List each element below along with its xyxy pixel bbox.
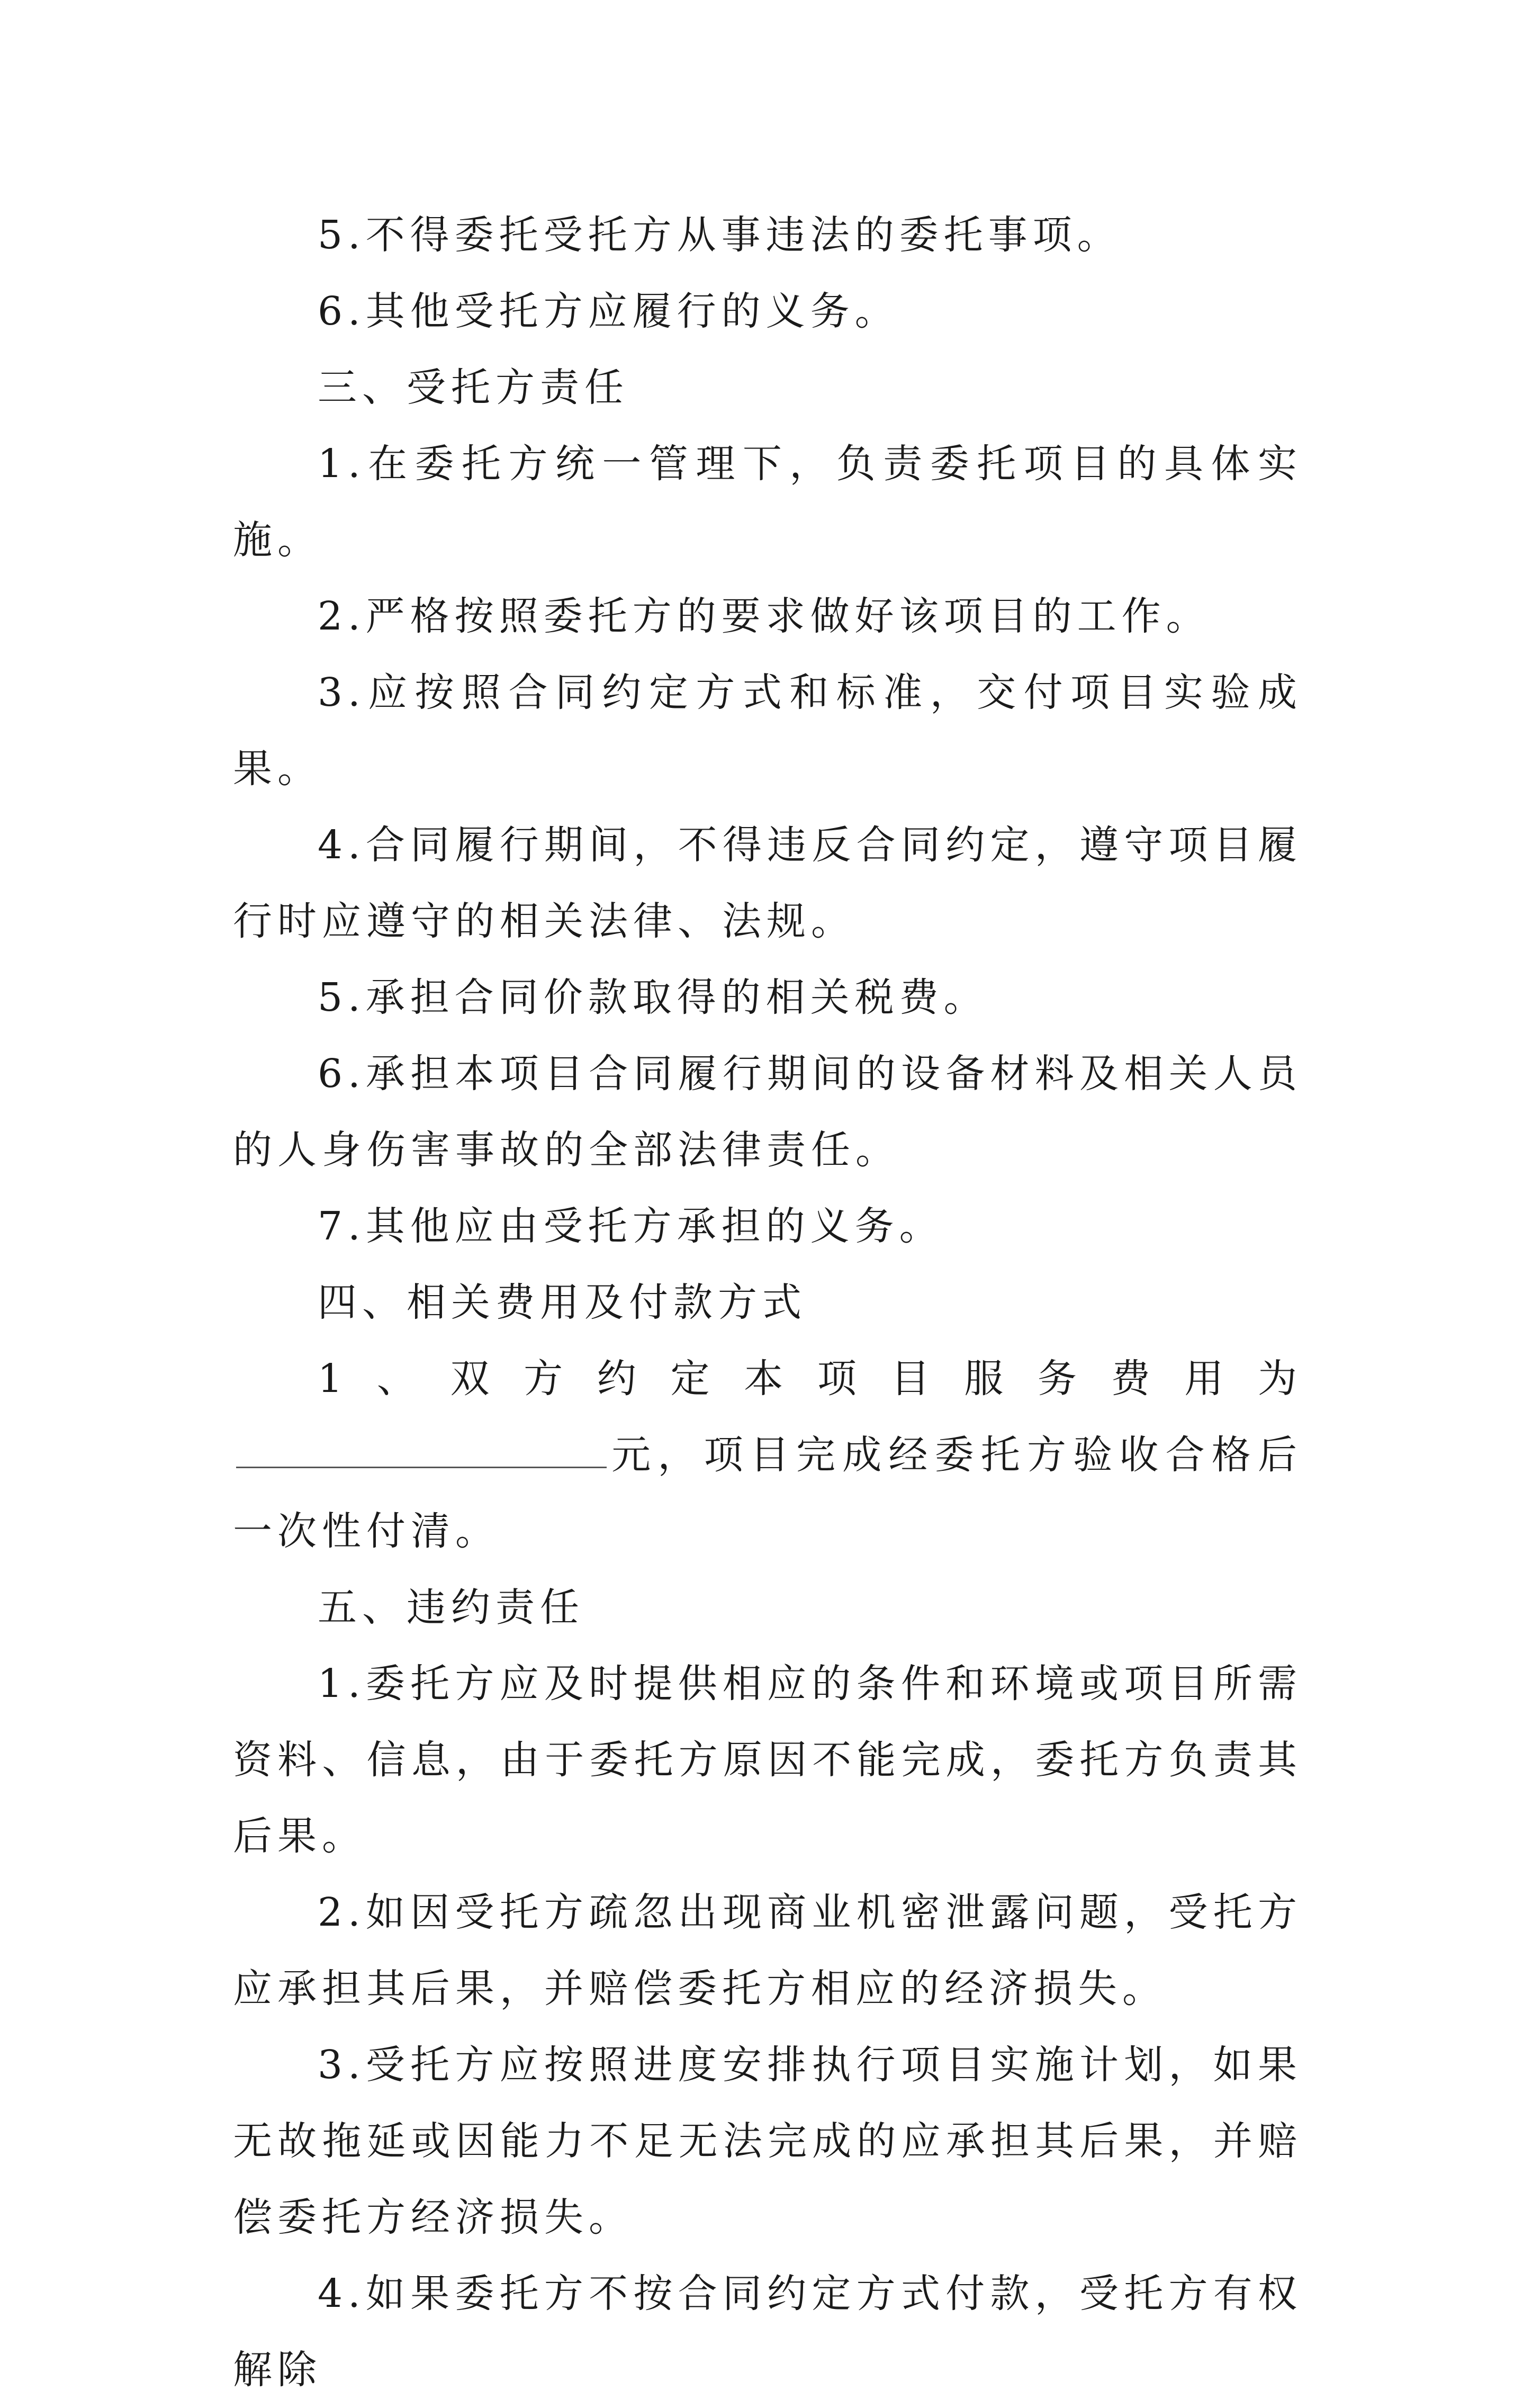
paragraph-responsibility-2: 2.严格按照委托方的要求做好该项目的工作。 — [318, 594, 1211, 639]
section-heading-3: 三、受托方责任 — [318, 365, 629, 410]
section-heading-5: 五、违约责任 — [318, 1585, 584, 1630]
paragraph-responsibility-3: 3.应按照合同约定方式和标准，交付项目实验成果。 — [233, 670, 1302, 792]
paragraph-responsibility-7: 7.其他应由受托方承担的义务。 — [318, 1203, 944, 1249]
paragraph-breach-4: 4.如果委托方不按合同约定方式付款，受托方有权解除 — [233, 2271, 1302, 2393]
paragraph-obligation-6: 6.其他受托方应履行的义务。 — [318, 289, 899, 334]
paragraph-responsibility-5: 5.承担合同价款取得的相关税费。 — [318, 975, 988, 1020]
fee-amount-blank — [236, 1431, 607, 1468]
document-body — [233, 197, 1302, 2408]
paragraph-obligation-5: 5.不得委托受托方从事违法的委托事项。 — [318, 212, 1122, 258]
section-heading-4: 四、相关费用及付款方式 — [318, 1280, 807, 1325]
paragraph-breach-1: 1.委托方应及时提供相应的条件和环境或项目所需资料、信息，由于委托方原因不能完成，委托方负责其后果。 — [233, 1661, 1302, 1859]
fee-clause-text-before: 1、双方约定本项目服务费用为 — [318, 1356, 1302, 1401]
fee-clause-text-after: 元，项目完成经委托方验收合格后一次性付清。 — [233, 1432, 1302, 1554]
paragraph-fee-clause — [233, 1341, 1302, 1569]
paragraph-responsibility-6: 6.承担本项目合同履行期间的设备材料及相关人员的人身伤害事故的全部法律责任。 — [233, 1051, 1302, 1173]
paragraph-responsibility-1: 1.在委托方统一管理下，负责委托项目的具体实施。 — [233, 441, 1302, 563]
paragraph-breach-3: 3.受托方应按照进度安排执行项目实施计划，如果无故拖延或因能力不足无法完成的应承担其后果，并赔偿委托方经济损失。 — [233, 2042, 1302, 2240]
paragraph-breach-2: 2.如因受托方疏忽出现商业机密泄露问题，受托方应承担其后果，并赔偿委托方相应的经济损失。 — [233, 1890, 1302, 2011]
paragraph-responsibility-4: 4.合同履行期间，不得违反合同约定，遵守项目履行时应遵守的相关法律、法规。 — [233, 822, 1302, 944]
